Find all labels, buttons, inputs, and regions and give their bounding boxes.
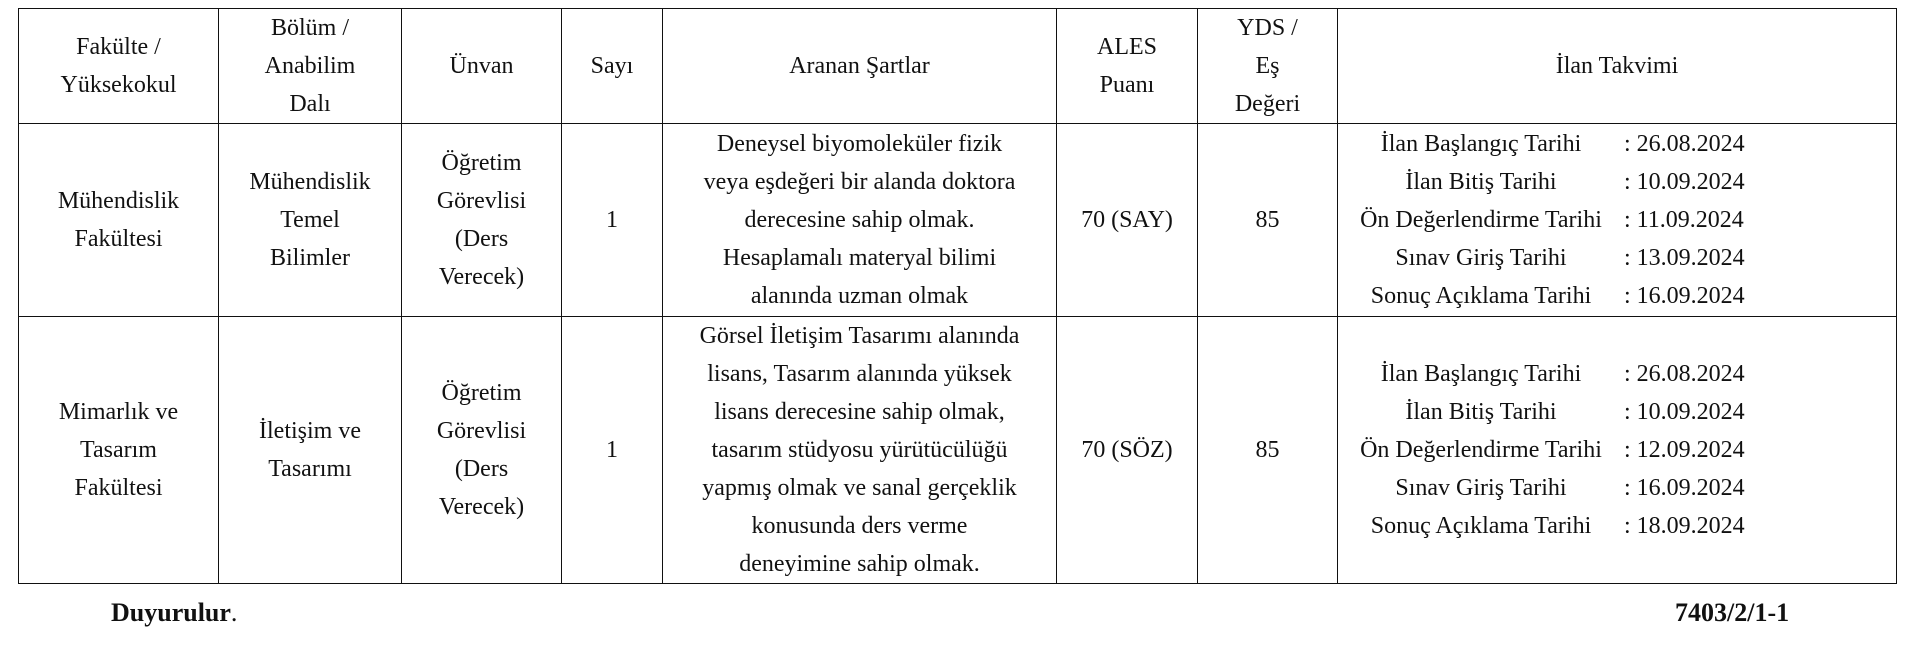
cell-calendar	[1338, 317, 1897, 584]
cell-count: 1	[562, 124, 663, 317]
table-row	[19, 124, 1897, 317]
cell-faculty: Mühendislik Fakültesi	[19, 124, 219, 317]
job-posting-table	[18, 8, 1897, 584]
header-calendar: İlan Takvimi	[1338, 9, 1897, 124]
cell-department: İletişim ve Tasarımı	[219, 317, 402, 584]
cell-requirements: Görsel İletişim Tasarımı alanında lisans, Tasarım alanında yüksek lisans derecesine sahip olmak, tasarım stüdyosu yürütücülüğü yapmış olmak ve sanal gerçeklik konusunda ders verme deneyimine sahip olmak.	[663, 317, 1057, 584]
cell-title: Öğretim Görevlisi (Ders Verecek)	[402, 124, 562, 317]
calendar-item: Sınav Giriş Tarihi : 13.09.2024	[1395, 245, 1745, 271]
header-yds: YDS / Eş Değeri	[1198, 9, 1338, 124]
header-row	[19, 9, 1897, 124]
cell-title: Öğretim Görevlisi (Ders Verecek)	[402, 317, 562, 584]
cell-department: Mühendislik Temel Bilimler	[219, 124, 402, 317]
table-row	[19, 317, 1897, 584]
calendar-item: İlan Bitiş Tarihi : 10.09.2024	[1405, 399, 1745, 425]
header-ales: ALES Puanı	[1057, 9, 1198, 124]
calendar-item: Sonuç Açıklama Tarihi : 16.09.2024	[1370, 283, 1745, 309]
header-requirements: Aranan Şartlar	[663, 9, 1057, 124]
announcement-text: Duyurulur.	[111, 598, 238, 627]
cell-yds: 85	[1198, 124, 1338, 317]
calendar-item: İlan Bitiş Tarihi : 10.09.2024	[1405, 169, 1745, 195]
calendar-item: Sınav Giriş Tarihi : 16.09.2024	[1395, 475, 1745, 501]
calendar-item: İlan Başlangıç Tarihi : 26.08.2024	[1380, 361, 1745, 387]
cell-ales: 70 (SÖZ)	[1057, 317, 1198, 584]
header-faculty: Fakülte / Yüksekokul	[19, 9, 219, 124]
reference-number: 7403/2/1-1	[1675, 598, 1790, 627]
calendar-item: Sonuç Açıklama Tarihi : 18.09.2024	[1370, 513, 1745, 539]
header-title: Ünvan	[402, 9, 562, 124]
header-count: Sayı	[562, 9, 663, 124]
cell-ales: 70 (SAY)	[1057, 124, 1198, 317]
calendar-item: Ön Değerlendirme Tarihi : 12.09.2024	[1360, 437, 1745, 463]
header-department: Bölüm / Anabilim Dalı	[219, 9, 402, 124]
calendar-item: Ön Değerlendirme Tarihi : 11.09.2024	[1360, 207, 1744, 233]
calendar-item: İlan Başlangıç Tarihi : 26.08.2024	[1380, 131, 1745, 157]
cell-faculty: Mimarlık ve Tasarım Fakültesi	[19, 317, 219, 584]
cell-requirements: Deneysel biyomoleküler fizik veya eşdeğeri bir alanda doktora derecesine sahip olmak. Hesaplamalı materyal bilimi alanında uzman olmak	[663, 124, 1057, 317]
cell-count: 1	[562, 317, 663, 584]
cell-yds: 85	[1198, 317, 1338, 584]
cell-calendar	[1338, 124, 1897, 317]
